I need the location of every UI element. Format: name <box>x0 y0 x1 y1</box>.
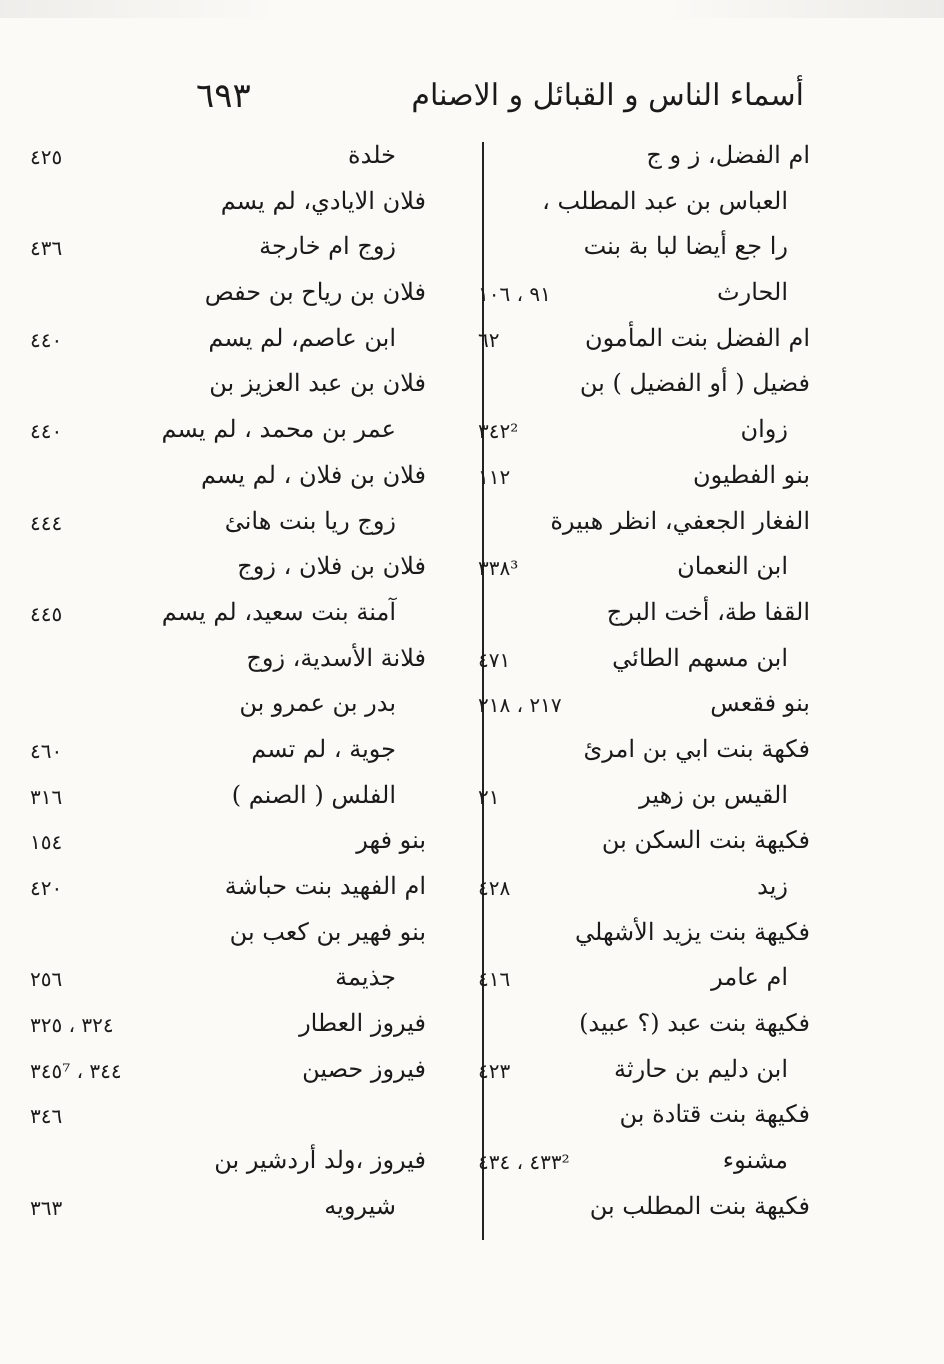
entry-name: ام الفضل بنت المأمون <box>584 323 810 352</box>
entry-page-ref: ٣٤٢² <box>478 419 519 444</box>
entry-name: ام الفضل، ز و ج <box>646 141 810 169</box>
entry-name: فكيهة بنت المطلب بن <box>589 1191 810 1220</box>
entry-page-ref: ١١٢ <box>478 464 511 489</box>
index-column-left <box>30 133 454 1230</box>
index-entry <box>470 1047 810 1093</box>
entry-page-ref: ١٥٤ <box>30 830 63 855</box>
entry-page-ref: ٤٢٨ <box>478 876 511 900</box>
entry-name: بنو فهر <box>356 826 426 855</box>
entry-page-ref: ٤٧١ <box>478 647 511 672</box>
index-entry <box>154 361 454 407</box>
index-entry <box>30 1047 454 1093</box>
entry-name: فلان الايادي، لم يسم <box>220 186 426 215</box>
entry-name: ام عامر <box>711 963 788 992</box>
entry-name: ابن النعمان <box>677 552 788 581</box>
index-entry <box>470 453 810 499</box>
entry-name: بنو فقعس <box>710 689 810 718</box>
index-entry <box>30 407 454 453</box>
index-entry <box>30 955 454 1001</box>
entry-name: زوج ريا بنت هانئ <box>224 506 396 535</box>
entry-name: فلانة الأسدية، زوج <box>246 643 426 672</box>
index-entry <box>470 955 810 1001</box>
index-entry <box>154 636 454 682</box>
entry-page-ref: ٤٣٣² ، ٤٣٤ <box>478 1150 570 1175</box>
index-entry <box>470 407 810 453</box>
index-entry <box>470 316 810 362</box>
index-entry <box>470 270 810 316</box>
entry-page-ref: ٤١٦ <box>478 967 511 992</box>
entry-name: بدر بن عمرو بن <box>239 689 396 718</box>
entry-name: ام الفهيد بنت حباشة <box>224 872 426 900</box>
entry-name: فلان بن فلان ، لم يسم <box>200 460 426 489</box>
entry-page-ref: ٤٤٠ <box>30 327 63 352</box>
index-entry <box>154 910 454 956</box>
entry-name: القفا طة، أخت البرج <box>606 597 810 626</box>
scan-edge-shading <box>0 0 944 18</box>
entry-page-ref: ٩١ ، ١٠٦ <box>478 282 551 307</box>
entry-name: بنو الفطيون <box>692 460 810 489</box>
entry-page-ref: ٣٦٣ <box>30 1195 63 1220</box>
index-entry <box>30 818 454 864</box>
index-entry <box>470 910 810 956</box>
index-entry <box>470 544 810 590</box>
index-entry <box>470 1001 810 1047</box>
index-entry <box>30 316 454 362</box>
entry-name: فلان بن فلان ، زوج <box>237 552 426 581</box>
entry-page-ref: ٤٤٠ <box>30 419 63 444</box>
entry-name: را جع أيضا لبا بة بنت <box>583 232 788 261</box>
entry-name: مشنوء <box>722 1146 788 1175</box>
entry-name: خلدة <box>348 141 396 169</box>
index-entry <box>154 270 454 316</box>
index-entry <box>30 1092 454 1138</box>
index-entry <box>470 499 810 545</box>
entry-name: فلان بن عبد العزيز بن <box>209 369 426 398</box>
entry-name: جوية ، لم تسم <box>251 734 396 763</box>
index-entry <box>470 361 810 407</box>
index-entry <box>30 133 454 179</box>
entry-name: الفلس ( الصنم ) <box>231 780 396 809</box>
entry-name: شيرويه <box>324 1191 396 1220</box>
index-entry <box>30 1184 454 1230</box>
index-entry <box>470 1184 810 1230</box>
entry-name: فكهة بنت ابي بن امرئ <box>583 734 810 763</box>
entry-page-ref: ٣١٦ <box>30 784 63 809</box>
index-entry <box>30 773 454 819</box>
entry-page-ref: ٣٢٤ ، ٣٢٥ <box>30 1013 114 1038</box>
entry-name: العباس بن عبد المطلب ، <box>542 186 788 215</box>
running-title: أسماء الناس و القبائل و الاصنام <box>411 78 804 113</box>
page-number: ٦٩٣ <box>196 76 251 116</box>
entry-name: عمر بن محمد ، لم يسم <box>161 415 396 444</box>
entry-page-ref: ٤٣٦ <box>30 236 63 261</box>
entry-page-ref: ٢١ <box>478 784 500 809</box>
entry-name: ابن مسهم الطائي <box>612 643 788 672</box>
entry-page-ref: ٦٢ <box>478 327 500 352</box>
index-entry <box>470 1092 810 1138</box>
index-entry <box>154 1138 454 1184</box>
entry-name: فكيهة بنت قتادة بن <box>619 1100 810 1129</box>
entry-name: ابن دليم بن حارثة <box>614 1054 788 1083</box>
index-entry <box>470 636 810 682</box>
entry-page-ref: ٤٢٣ <box>478 1058 511 1083</box>
index-entry <box>30 727 454 773</box>
entry-page-ref: ٢١٧ ، ٢١٨ <box>478 693 562 718</box>
entry-name: فكيهة بنت السكن بن <box>601 826 810 855</box>
index-entry <box>470 773 810 819</box>
index-entry <box>30 864 454 910</box>
entry-page-ref: ٤٦٠ <box>30 738 63 763</box>
entry-name: فلان بن رياح بن حفص <box>204 278 426 307</box>
entry-page-ref: ٢٥٦ <box>30 967 63 992</box>
entry-name: فكيهة بنت عبد (؟ عبيد) <box>579 1009 810 1038</box>
entry-name: الفغار الجعفي، انظر هبيرة <box>550 506 810 535</box>
entry-page-ref: ٣٤٦ <box>30 1104 63 1129</box>
entry-page-ref: ٤٤٥ <box>30 601 63 626</box>
index-entry <box>154 453 454 499</box>
index-entry <box>470 1138 810 1184</box>
entry-name: القيس بن زهير <box>639 780 788 809</box>
index-entry <box>154 544 454 590</box>
entry-name: آمنة بنت سعيد، لم يسم <box>161 597 396 626</box>
entry-page-ref: ٤٤٤ <box>30 510 63 535</box>
entry-name: زيد <box>757 872 788 900</box>
entry-name: زوج ام خارجة <box>259 232 396 261</box>
entry-name: فيروز ،ولد أردشير بن <box>214 1146 426 1175</box>
entry-name: فضيل ( أو الفضيل ) بن <box>579 369 810 398</box>
entry-name: ابن عاصم، لم يسم <box>208 323 396 352</box>
entry-page-ref: ٤٢٠ <box>30 876 63 900</box>
entry-name: فيروز العطار <box>299 1009 426 1038</box>
index-entry <box>470 179 810 225</box>
entry-name: جذيمة <box>335 963 396 992</box>
index-entry <box>470 590 810 636</box>
index-column-right <box>470 133 810 1230</box>
index-entry <box>470 864 810 910</box>
entry-page-ref: ٣٣٨³ <box>478 556 519 581</box>
index-entry <box>470 133 810 179</box>
entry-name: زوان <box>740 415 788 444</box>
index-entry <box>470 224 810 270</box>
index-entry <box>154 681 454 727</box>
entry-name: الحارث <box>717 278 788 307</box>
index-entry <box>30 499 454 545</box>
entry-name: بنو فهير بن كعب بن <box>229 917 426 946</box>
index-entry <box>30 590 454 636</box>
entry-name: فكيهة بنت يزيد الأشهلي <box>575 917 810 946</box>
entry-page-ref: ٤٢٥ <box>30 145 63 169</box>
index-entry <box>154 179 454 225</box>
entry-page-ref: ٣٤٤ ، ٣٤٥⁷ <box>30 1058 122 1083</box>
index-entry <box>30 1001 454 1047</box>
index-entry <box>470 818 810 864</box>
index-entry <box>470 681 810 727</box>
index-entry <box>30 224 454 270</box>
index-entry <box>470 727 810 773</box>
entry-name: فيروز حصين <box>302 1054 426 1083</box>
